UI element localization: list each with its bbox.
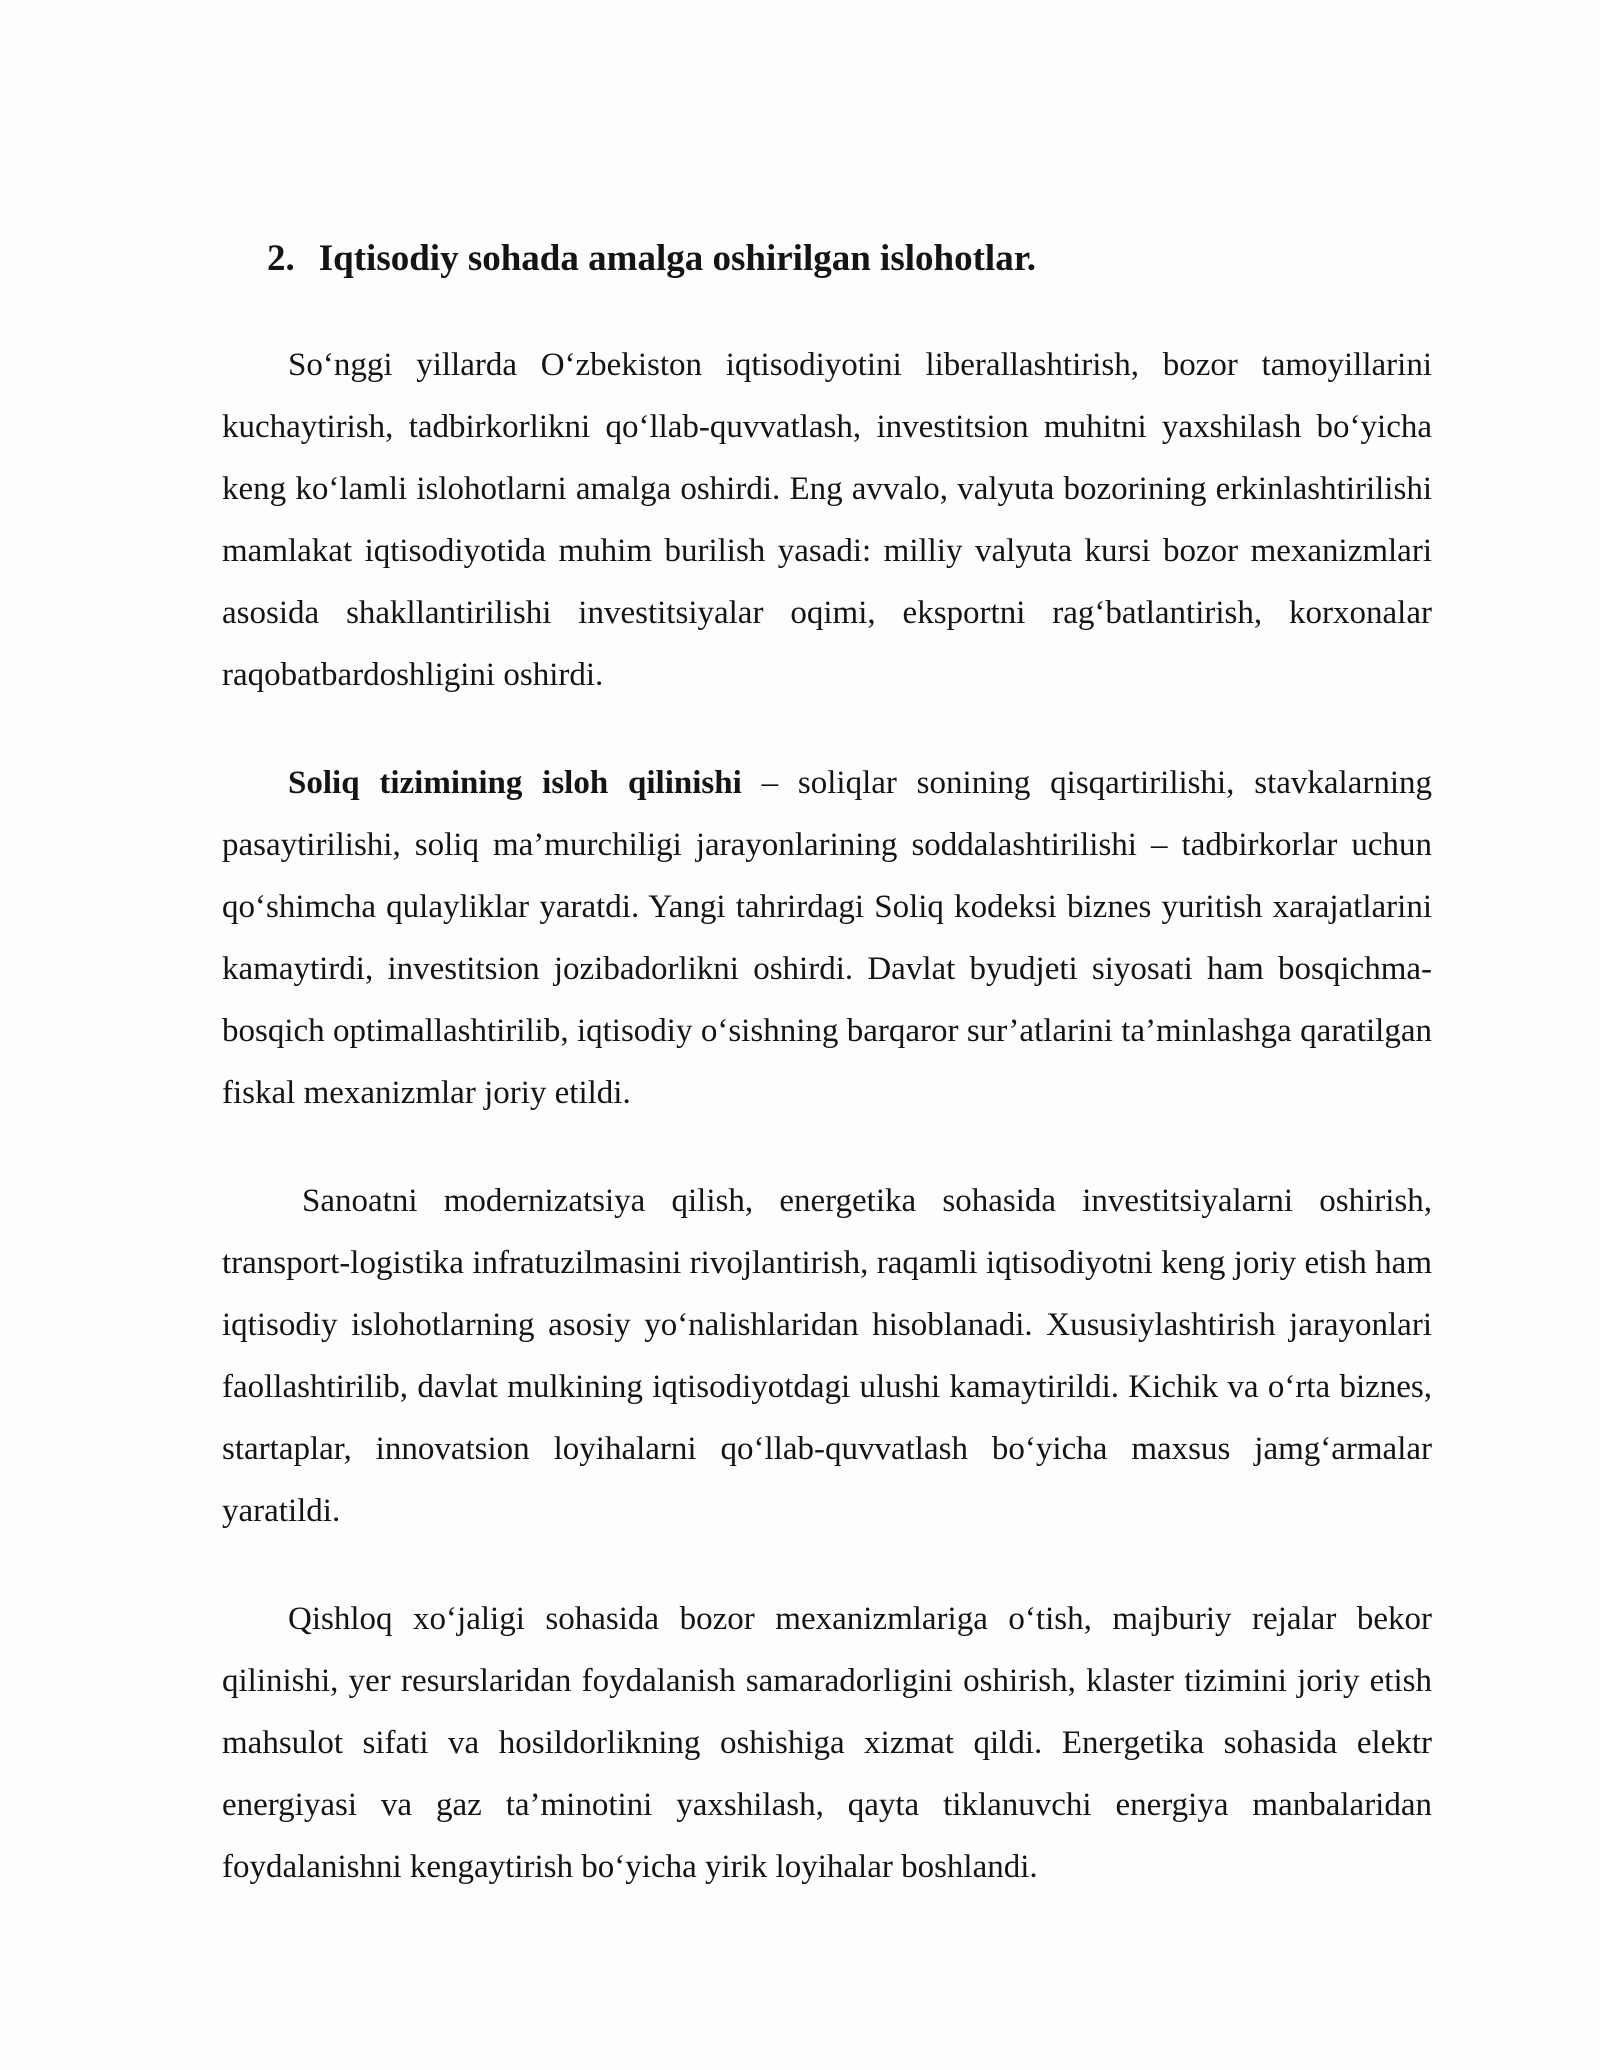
paragraph-agriculture-energy <box>222 1588 1432 1898</box>
section-heading <box>222 228 1432 290</box>
paragraph-4-text: Qishloq xo‘jaligi sohasida bozor mexanizmlariga o‘tish, majburiy rejalar bekor qilinishi, yer resurslaridan foydalanish samaradorligini oshirish, klaster tizimini joriy etish mahsulot sifati va hosildorlikning oshishiga xizmat qildi. Energetika sohasida elektr energiyasi va gaz ta’minotini yaxshilash, qayta tiklanuvchi energiya manbalaridan foydalanishni kengaytirish bo‘yicha yirik loyihalar boshlandi. <box>222 1601 1432 1885</box>
paragraph-2-bold-lead: Soliq tizimining isloh qilinishi <box>288 765 742 801</box>
paragraph-tax-system-reform <box>222 752 1432 1124</box>
paragraph-2-text: – soliqlar sonining qisqartirilishi, stavkalarning pasaytirilishi, soliq ma’murchiligi jarayonlarining soddalashtirilishi – tadbirkorlar uchun qo‘shimcha qulayliklar yaratdi. Yangi tahrirdagi Soliq kodeksi biznes yuritish xarajatlarini kamaytirdi, investitsion jozibadorlikni oshirdi. Davlat byudjeti siyosati ham bosqichma-bosqich optimallashtirilib, iqtisodiy o‘sishning barqaror sur’atlarini ta’minlashga qaratilgan fiskal mexanizmlar joriy etildi. <box>222 765 1432 1111</box>
paragraph-industry-modernization <box>222 1170 1432 1542</box>
paragraph-3-text: Sanoatni modernizatsiya qilish, energetika sohasida investitsiyalarni oshirish, transport-logistika infratuzilmasini rivojlantirish, raqamli iqtisodiyotni keng joriy etish ham iqtisodiy islohotlarning asosiy yo‘nalishlaridan hisoblanadi. Xususiylashtirish jarayonlari faollashtirilib, davlat mulkining iqtisodiyotdagi ulushi kamaytirildi. Kichik va o‘rta biznes, startaplar, innovatsion loyihalarni qo‘llab-quvvatlash bo‘yicha maxsus jamg‘armalar yaratildi. <box>222 1183 1432 1529</box>
paragraph-1-text: So‘nggi yillarda O‘zbekiston iqtisodiyotini liberallashtirish, bozor tamoyillarini kuchaytirish, tadbirkorlikni qo‘llab-quvvatlash, investitsion muhitni yaxshilash bo‘yicha keng ko‘lamli islohotlarni amalga oshirdi. Eng avvalo, valyuta bozorining erkinlashtirilishi mamlakat iqtisodiyotida muhim burilish yasadi: milliy valyuta kursi bozor mexanizmlari asosida shakllantirilishi investitsiyalar oqimi, eksportni rag‘batlantirish, korxonalar raqobatbardoshligini oshirdi. <box>222 347 1432 693</box>
heading-number: 2. <box>267 238 295 279</box>
paragraph-economic-reforms-intro <box>222 334 1432 706</box>
heading-title: Iqtisodiy sohada amalga oshirilgan islohotlar. <box>318 238 1036 279</box>
